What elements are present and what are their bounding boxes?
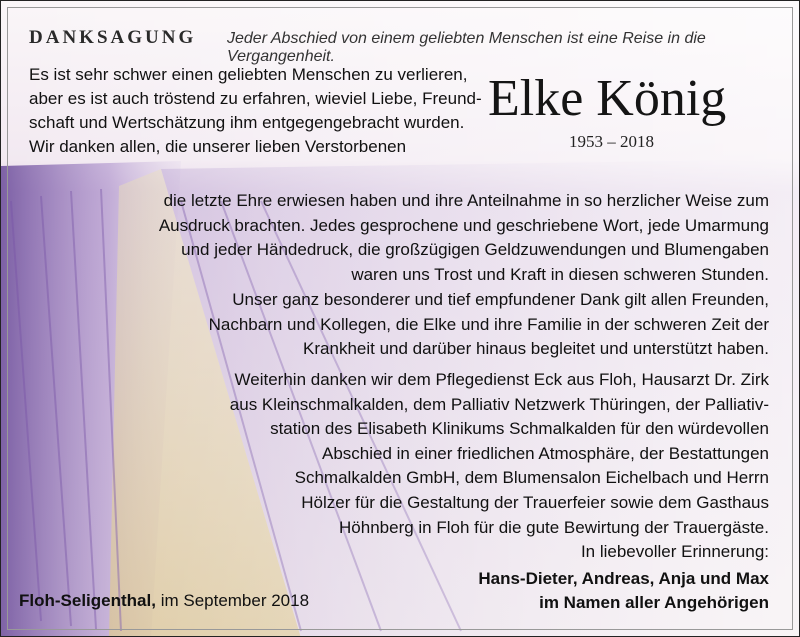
paragraph-line: Abschied in einer friedlichen Atmosphäre, der Bestattungen [322,443,769,463]
place-date [19,591,309,611]
place-date-text: im September 2018 [160,591,310,610]
paragraph-line: Krankheit und darüber hinaus begleitet und unterstützt haben. [303,339,769,359]
paragraph-line: Ausdruck brachten. Jedes gesprochene und geschriebene Wort, jede Umarmung [158,215,769,235]
paragraph-line: station des Elisabeth Klinikums Schmalkalden für den würdevollen [270,419,769,439]
paragraph-line: Schmalkalden GmbH, dem Blumensalon Eichelbach und Herrn [294,468,769,488]
thanks-paragraph-1 [159,189,769,287]
paragraph-line: waren uns Trost und Kraft in diesen schweren Stunden. [351,264,769,284]
paragraph-line: Höhnberg in Floh für die gute Bewirtung der Trauergäste. [339,517,769,537]
paragraph-line: Nachbarn und Kollegen, die Elke und ihre Familie in der schweren Zeit der [208,314,769,334]
thanks-paragraph-3 [230,368,769,540]
thanks-paragraph-2 [209,288,769,362]
intro-line: schaft und Wertschätzung ihm entgegengebracht wurden. [29,113,465,132]
signer-note: im Namen aller Angehörigen [539,593,769,612]
signers [478,567,769,615]
paragraph-line: und jeder Händedruck, die großzügigen Geldzuwendungen und Blumengaben [181,240,769,260]
place-town: Floh-Seligenthal, [19,591,156,610]
deceased-dates: 1953 – 2018 [569,132,654,151]
intro-text [29,63,489,159]
intro-line: aber es ist auch tröstend zu erfahren, wieviel Liebe, Freund- [29,89,482,108]
intro-line: Es ist sehr schwer einen geliebten Menschen zu verlieren, [29,65,468,84]
heading-quote: Jeder Abschied von einem geliebten Menschen ist eine Reise in die Vergangenheit. [227,30,706,65]
closing-line: In liebevoller Erinnerung: [580,542,769,561]
heading-title: DANKSAGUNG [29,27,197,48]
deceased-name: Elke König [488,70,727,127]
intro-line: Wir danken allen, die unserer lieben Verstorbenen [29,137,407,156]
paragraph-line: Unser ganz besonderer und tief empfundener Dank gilt allen Freunden, [232,290,769,309]
paragraph-line: aus Kleinschmalkalden, dem Palliativ Netzwerk Thüringen, der Palliativ- [229,394,769,414]
paragraph-line: Hölzer für die Gestaltung der Trauerfeier sowie dem Gasthaus [301,492,769,512]
paragraph-line: Weiterhin danken wir dem Pflegedienst Eck aus Floh, Hausarzt Dr. Zirk [234,370,769,389]
paragraph-line: die letzte Ehre erwiesen haben und ihre Anteilnahme in so herzlicher Weise zum [163,191,769,210]
signer-names: Hans-Dieter, Andreas, Anja und Max [478,569,769,588]
